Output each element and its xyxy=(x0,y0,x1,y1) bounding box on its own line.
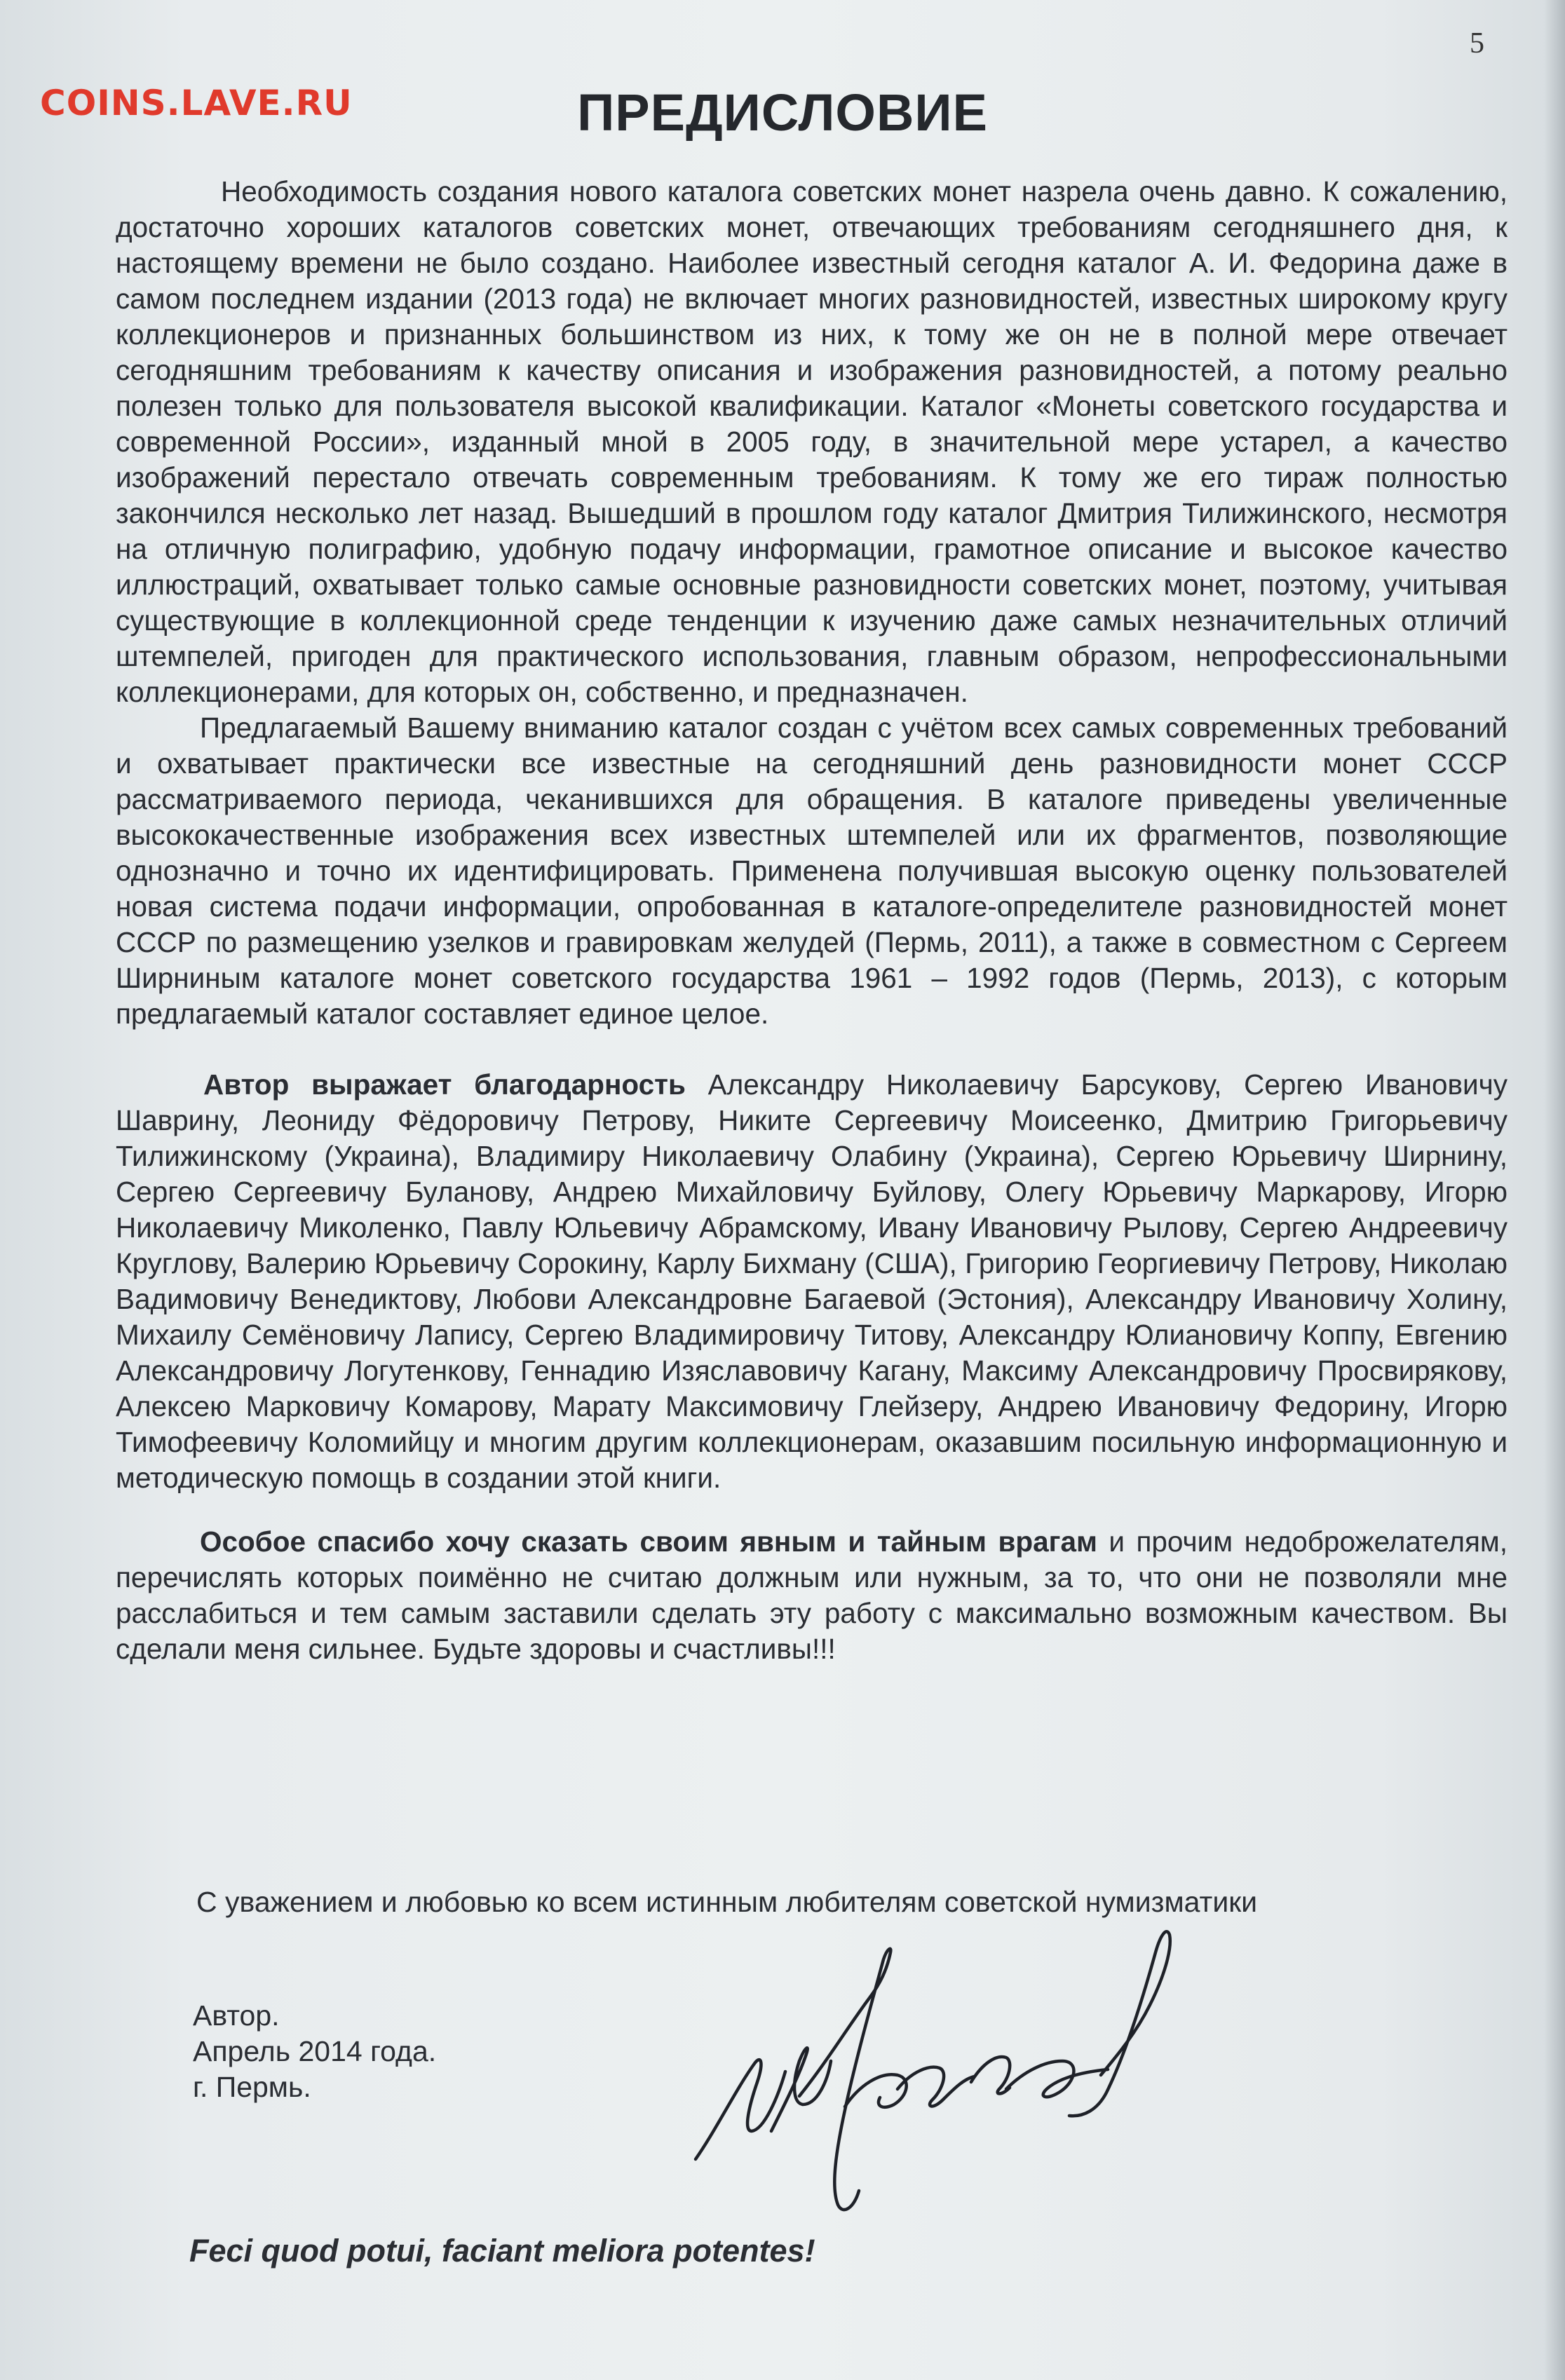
paragraph-special xyxy=(116,1524,1508,1667)
page-number: 5 xyxy=(1470,27,1484,60)
paragraph-intro: Необходимость создания нового каталога советских монет назрела очень давно. К сожалению, достаточно хороших каталогов советских монет, отвечающих требованиям сегодняшнего дня, к настоящему времени не было создано. Наиболее известный сегодня каталог А. И. Федорина даже в самом последнем издании (2013 года) не включает многих разновидностей, известных широкому кругу коллекционеров и признанных большинством из них, к тому же он не в полной мере отвечает сегодняшним требованиям к качеству описания и изображения разновидностей, а потому реально полезен только для пользователя высокой квалификации. Каталог «Монеты советского государства и современной России», изданный мной в 2005 году, в значительной мере устарел, а качество изображений перестало отвечать современным требованиям. К тому же его тираж полностью закончился несколько лет назад. Вышедший в прошлом году каталог Дмитрия Тилижинского, несмотря на отличную полиграфию, удобную подачу информации, грамотное описание и высокое качество иллюстраций, охватывает только самые основные разновидности советских монет, поэтому, учитывая существующие в коллекционной среде тенденции к изучению даже самых незначительных отличий штемпелей, пригоден для практического использования, главным образом, непрофессиональными коллекционерами, для которых он, собственно, и предназначен. xyxy=(116,175,1508,708)
latin-motto: Feci quod potui, faciant meliora potentes! xyxy=(189,2233,815,2269)
page-edge-shadow xyxy=(1544,0,1565,2380)
thanks-text: Александру Николаевичу Барсукову, Сергею Ивановичу Шаврину, Леониду Фёдоровичу Петрову, Никите Сергеевичу Моисеенко, Дмитрию Григорьевичу Тилижинскому (Украина), Владимиру Николаевичу Олабину (Украина), Сергею Юрьевичу Ширнину, Сергею Сергеевичу Буланову, Андрею Михайловичу Буйлову, Олегу Юрьевичу Маркарову, Игорю Николаевичу Миколенко, Павлу Юльевичу Абрамскому, Ивану Ивановичу Рылову, Сергею Андреевичу Круглову, Валерию Юрьевичу Сорокину, Карлу Бихману (США), Григорию Георгиевичу Петрову, Николаю Вадимовичу Венедиктову, Любови Александровне Багаевой (Эстония), Александру Ивановичу Холину, Михаилу Семёновичу Лапису, Сергею Владимировичу Титову, Александру Юлиановичу Коппу, Евгению Александровичу Логутенкову, Геннадию Изяславовичу Кагану, Максиму Александровичу Просвирякову, Алексею Марковичу Комарову, Марату Максимовичу Глейзеру, Андрею Ивановичу Федорину, Игорю Тимофеевичу Коломийцу и многим другим коллекционерам, оказавшим посильную информационную и методическую помощь в создании этой книги. xyxy=(116,1068,1508,1494)
special-lead: Особое спасибо хочу сказать своим явным и тайным врагам xyxy=(200,1525,1097,1558)
author-city: г. Пермь. xyxy=(193,2071,311,2103)
author-date: Апрель 2014 года. xyxy=(193,2035,437,2067)
closing-line: С уважением и любовью ко всем истинным любителям советской нумизматики xyxy=(196,1886,1258,1918)
special-text: и прочим недоброжелателям, перечислять которых поимённо не считаю должным или нужным, за то, что они не позволяли мне расслабиться и тем самым заставили сделать эту работу с максимально возможным качеством. Вы сделали меня сильнее. Будьте здоровы и счастливы!!! xyxy=(116,1525,1508,1665)
paragraph-thanks xyxy=(116,1067,1508,1496)
author-block xyxy=(193,1998,436,2105)
thanks-lead: Автор выражает благодарность xyxy=(203,1068,686,1101)
page-title: ПРЕДИСЛОВИЕ xyxy=(577,83,988,142)
author-signature xyxy=(687,1921,1192,2229)
paragraph-catalog: Предлагаемый Вашему вниманию каталог создан с учётом всех самых современных требований и охватывает практически все известные на сегодняшний день разновидности монет СССР рассматриваемого периода, чеканившихся для обращения. В каталоге приведены увеличенные высококачественные изображения всех известных штемпелей или их фрагментов, позволяющие однозначно и точно их идентифицировать. Применена получившая высокую оценку пользователей новая система подачи информации, опробованная в каталоге-определителе разновидностей монет СССР по размещению узелков и гравировкам желудей (Пермь, 2011), а также в совместном с Сергеем Ширниным каталоге монет советского государства 1961 – 1992 годов (Пермь, 2013), с которым предлагаемый каталог составляет единое целое. xyxy=(116,712,1508,1030)
site-watermark: COINS.LAVE.RU xyxy=(40,83,353,123)
body-text xyxy=(116,174,1508,1667)
author-label: Автор. xyxy=(193,1999,280,2032)
